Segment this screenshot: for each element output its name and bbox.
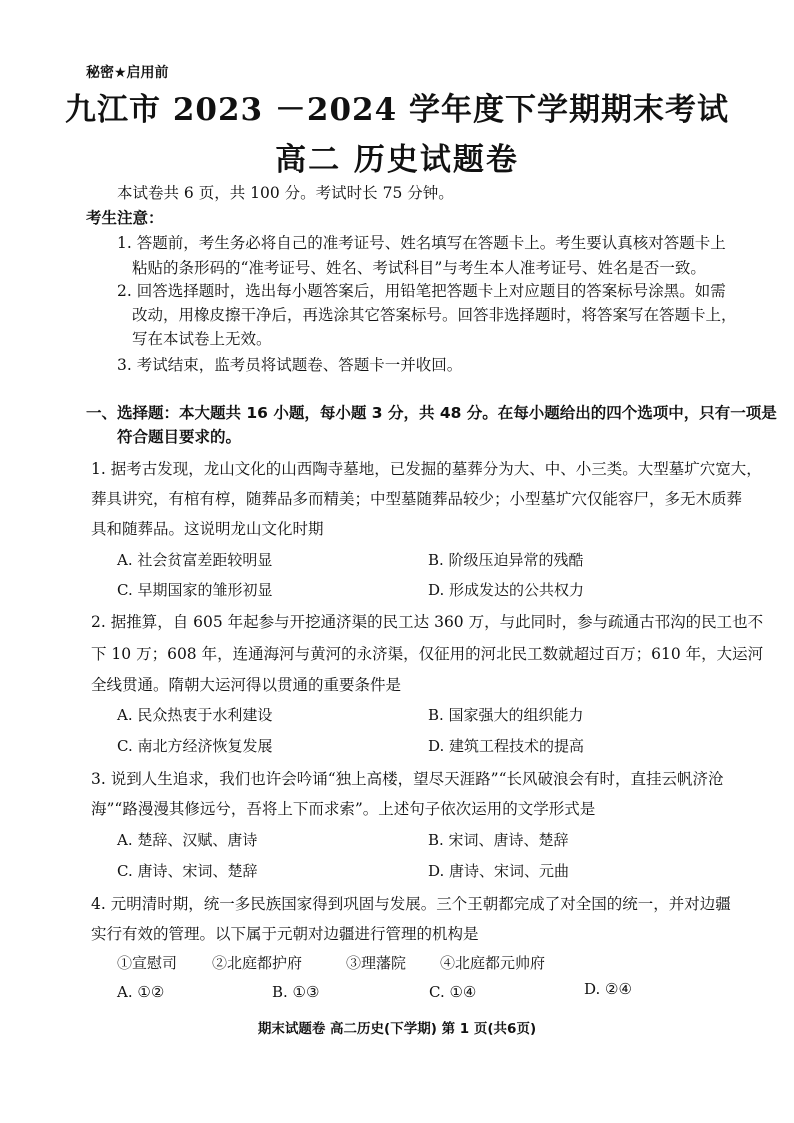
question-1-option-a[interactable]: A. 社会贫富差距较明显 [117, 551, 273, 569]
question-4-option-c[interactable]: C. ①④ [429, 983, 477, 1001]
notice-item-1-line-2: 粘贴的条形码的“准考证号、姓名、考试科目”与考生本人准考证号、姓名是否一致。 [132, 259, 706, 277]
question-1-stem-line-1: 1. 据考古发现，龙山文化的山西陶寺墓地，已发掘的墓葬分为大、中、小三类。大型墓圹穴宽大， [91, 460, 762, 478]
question-4-stem-line-1: 4. 元明清时期，统一多民族国家得到巩固与发展。三个王朝都完成了对全国的统一，并对边疆 [91, 895, 731, 913]
question-4-item-1: ①宣慰司 [117, 954, 178, 972]
notice-item-2-line-1: 2. 回答选择题时，选出每小题答案后，用铅笔把答题卡上对应题目的答案标号涂黑。如需 [117, 282, 726, 300]
question-4-option-b[interactable]: B. ①③ [272, 983, 320, 1001]
question-2-option-d[interactable]: D. 建筑工程技术的提高 [428, 737, 585, 755]
question-1-stem-line-2: 葬具讲究，有棺有椁，随葬品多而精美；中型墓随葬品较少；小型墓圹穴仅能容尸，多无木质葬 [91, 490, 743, 508]
exam-title: 九江市 2023 －2024 学年度下学期期末考试 [65, 92, 729, 128]
notice-item-1-line-1: 1. 答题前，考生务必将自己的准考证号、姓名填写在答题卡上。考生要认真核对答题卡上 [117, 234, 726, 252]
question-2-stem-line-3: 全线贯通。隋朝大运河得以贯通的重要条件是 [91, 676, 402, 694]
intro-text: 本试卷共 6 页，共 100 分。考试时长 75 分钟。 [117, 184, 454, 202]
question-4-item-3: ③理藩院 [346, 954, 407, 972]
notice-item-2-line-3: 写在本试卷上无效。 [132, 330, 272, 348]
question-1-option-d[interactable]: D. 形成发达的公共权力 [428, 581, 585, 599]
question-2-stem-line-1: 2. 据推算，自 605 年起参与开挖通济渠的民工达 360 万，与此同时，参与疏通古邗沟的民工也不 [91, 613, 764, 631]
notice-item-3: 3. 考试结束，监考员将试题卷、答题卡一并收回。 [117, 356, 463, 374]
question-4-option-a[interactable]: A. ①② [117, 983, 165, 1001]
notice-heading: 考生注意： [86, 209, 164, 227]
question-3-stem-line-2: 海”“路漫漫其修远兮，吾将上下而求索”。上述句子依次运用的文学形式是 [91, 800, 596, 818]
section-heading-line-2: 符合题目要求的。 [117, 428, 242, 446]
question-4-option-d[interactable]: D. ②④ [584, 980, 632, 998]
question-3-option-b[interactable]: B. 宋词、唐诗、楚辞 [428, 831, 569, 849]
question-4-item-4: ④北庭都元帅府 [440, 954, 546, 972]
question-1-option-b[interactable]: B. 阶级压迫异常的残酷 [428, 551, 584, 569]
question-2-option-c[interactable]: C. 南北方经济恢复发展 [117, 737, 273, 755]
question-1-option-c[interactable]: C. 早期国家的雏形初显 [117, 581, 273, 599]
question-3-option-d[interactable]: D. 唐诗、宋词、元曲 [428, 862, 570, 880]
question-4-item-2: ②北庭都护府 [212, 954, 303, 972]
confidential-label: 秘密★启用前 [86, 65, 169, 81]
question-2-option-b[interactable]: B. 国家强大的组织能力 [428, 706, 584, 724]
question-2-option-a[interactable]: A. 民众热衷于水利建设 [117, 706, 273, 724]
section-heading-line-1: 一、选择题：本大题共 16 小题，每小题 3 分，共 48 分。在每小题给出的四个选项中，只有一项是 [86, 404, 777, 422]
question-2-stem-line-2: 下 10 万；608 年，连通海河与黄河的永济渠，仅征用的河北民工数就超过百万；610 年，大运河 [91, 645, 764, 663]
page-footer: 期末试题卷 高二历史(下学期) 第 1 页(共6页) [257, 1021, 537, 1037]
notice-item-2-line-2: 改动，用橡皮擦干净后，再选涂其它答案标号。回答非选择题时，将答案写在答题卡上， [132, 306, 737, 324]
question-3-stem-line-1: 3. 说到人生追求，我们也许会吟诵“独上高楼，望尽天涯路”“长风破浪会有时，直挂云帆济沧 [91, 770, 724, 788]
question-3-option-c[interactable]: C. 唐诗、宋词、楚辞 [117, 862, 258, 880]
question-1-stem-line-3: 具和随葬品。这说明龙山文化时期 [91, 520, 324, 538]
question-4-stem-line-2: 实行有效的管理。以下属于元朝对边疆进行管理的机构是 [91, 925, 479, 943]
question-3-option-a[interactable]: A. 楚辞、汉赋、唐诗 [117, 831, 258, 849]
exam-subtitle: 高二 历史试题卷 [275, 142, 519, 178]
